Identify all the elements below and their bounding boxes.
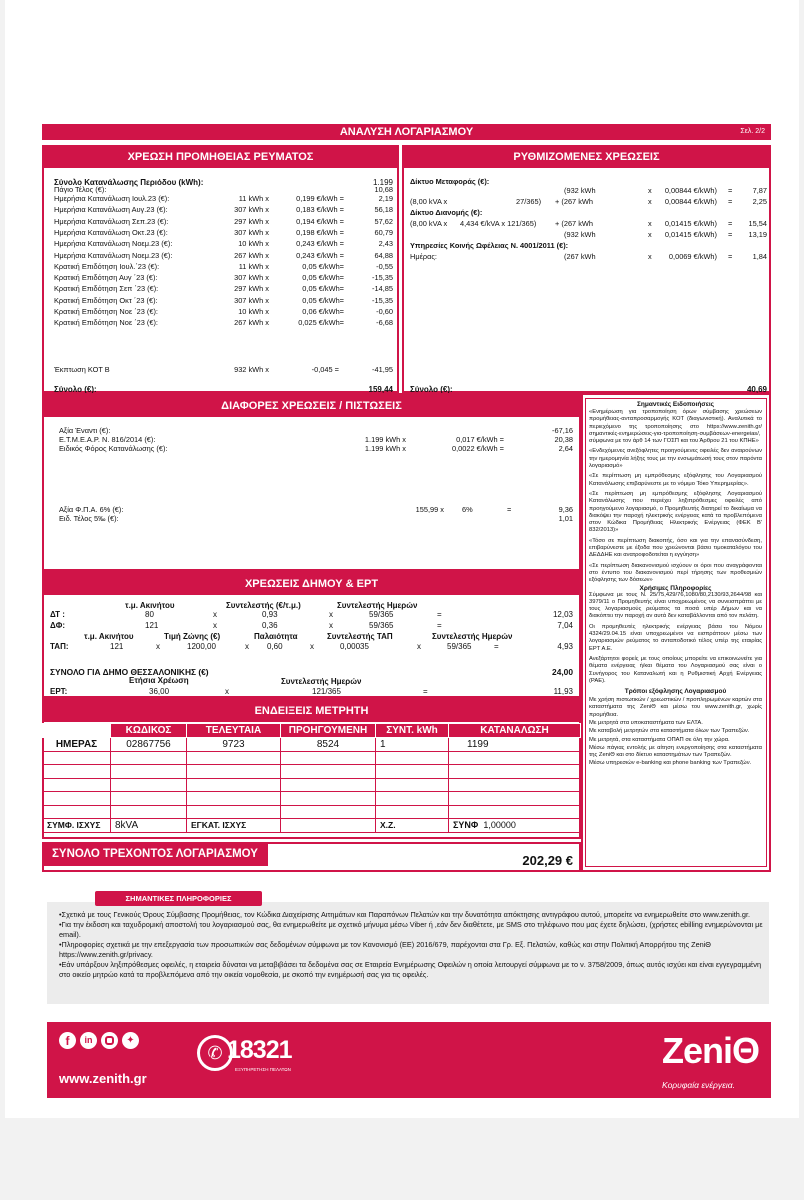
tap-h-days: Συντελεστής Ημερών	[432, 632, 513, 641]
d2-eq: =	[728, 230, 733, 239]
meter-power-row	[43, 819, 581, 833]
supply-line-amount: 2,19	[378, 194, 393, 203]
supply-line-amount: -6,68	[376, 318, 393, 328]
supply-line-amount: -0,55	[376, 261, 393, 271]
meter-factor: 1	[376, 738, 449, 752]
instagram-icon[interactable]	[101, 1032, 118, 1049]
kot-label: Έκπτωση ΚΟΤ Β	[54, 365, 110, 374]
supply-line-rate: 0,243 €/kWh =	[296, 239, 344, 249]
supply-line-rate: 0,199 €/kWh =	[296, 194, 344, 203]
distribution-label: Δίκτυο Διανομής (€):	[410, 208, 483, 217]
meter-col-consumption: ΚΑΤΑΝΑΛΩΣΗ	[449, 724, 581, 738]
supply-line-qty: 307 kWh x	[234, 295, 269, 305]
t2-mid: 27/365)	[516, 197, 542, 206]
df-label: ΔΦ:	[50, 621, 65, 630]
d2-qty: (932 kWh	[564, 230, 596, 239]
municipality-total-label: ΣΥΝΟΛΟ ΓΙΑ ΔΗΜΟ ΘΕΣΣΑΛΟΝΙΚΗΣ (€)	[50, 667, 209, 677]
d1-mid: 4,434 €/kVA x 121/365)	[460, 219, 537, 228]
y1-x: x	[648, 252, 652, 261]
important-info-text	[59, 910, 765, 980]
supply-line-label: Ημερήσια Κατανάλωση Αυγ.23 (€):	[54, 205, 168, 215]
d1-rate: 0,01415 €/kWh)	[664, 219, 717, 228]
d2-amount: 13,19	[748, 230, 767, 239]
supply-line-qty: 10 kWh x	[238, 239, 269, 249]
meter-row-label: ΗΜΕΡΑΣ	[43, 738, 111, 752]
meter-table	[42, 723, 581, 833]
df-days: 59/365	[369, 621, 394, 630]
stamp-label: Ειδ. Τέλος 5‰ (€):	[59, 514, 119, 523]
supply-line-qty: 267 kWh x	[234, 250, 269, 260]
supply-line-rate: 0,05 €/kWh=	[302, 284, 344, 294]
meter-col-previous: ΠΡΟΗΓΟΥΜΕΝΗ	[281, 724, 376, 738]
table-row	[43, 765, 581, 779]
analysis-header	[42, 124, 771, 140]
h-days: Συντελεστής Ημερών	[337, 601, 418, 610]
payment-methods-title: Τρόποι εξόφλησης Λογαριασμού	[624, 688, 727, 696]
supply-line-label: Ημερήσια Κατανάλωση Οκτ.23 (€):	[54, 227, 168, 237]
supply-line-label: Κρατική Επιδότηση Νοε ΄23 (€):	[54, 307, 158, 316]
supply-sum-value: 159,44	[368, 385, 393, 394]
d1-eq: =	[728, 219, 733, 228]
efk-rate: 0,0022 €/kWh =	[452, 444, 504, 453]
fixed-fee-value: 10,68	[374, 185, 393, 194]
notice-4: «Σε περίπτωση μη εμπρόθεσμης εξόφλησης Λογαριασμού Κατανάλωσης που περιέχει ληξιπρόθεσμες οφειλές από προηγούμενο λογαριασμό, ο Προμηθευτής διατηρεί το δικαίωμα να διακόψει την παροχή ηλεκτρικής ενέργειας κατά τα προβλεπόμενα στον Κώδικα Προμήθειας Ηλεκτρικής Ενέργειας (ΦΕΚ Β' 832/2013)»	[589, 490, 762, 534]
supply-line-amount: 64,88	[374, 250, 393, 260]
vat-base: 155,99 x	[415, 505, 444, 514]
etmear-rate: 0,017 €/kWh =	[456, 435, 504, 444]
useful-1: Σύμφωνα με τους Ν. 25/75,429/76,1080/80,2130/93,2644/98 και 3979/11 ο Προμηθευτής είναι υποχρεωμένος να συνεισπράττει με τους λογαριασμούς ρεύματος τα ποσά υπέρ Δήμων και να διακόπτει την παροχή αν αυτά δεν καταβάλλονται από τον πελάτη.	[589, 591, 762, 620]
regulated-charges-box	[402, 145, 771, 393]
supply-line-label: Ημερήσια Κατανάλωση Ιουλ.23 (€):	[54, 194, 170, 203]
page-number: Σελ. 2/2	[740, 128, 765, 135]
tagline: Κορυφαία ενέργεια.	[662, 1080, 735, 1090]
supply-line-rate: 0,198 €/kWh =	[296, 227, 344, 237]
vat-rate: 6%	[462, 505, 473, 514]
supply-line-label: Ημερήσια Κατανάλωση Νοεμ.23 (€):	[54, 239, 173, 249]
df-area: 121	[145, 621, 159, 630]
yko-label: Υπηρεσίες Κοινής Ωφέλειας Ν. 4001/2011 (€):	[410, 241, 569, 250]
tap-x1: x	[156, 642, 160, 651]
table-row	[43, 805, 581, 819]
t1-amount: 7,87	[752, 186, 767, 195]
payment-1: Με χρήση πιστωτικών / χρεωστικών / προπληρωμένων καρτών στα καταστήματα της ΖeniΘ και μέσω του www.zenith.gr, χωρίς προμήθεια.	[589, 697, 762, 718]
vat-amount: 9,36	[558, 505, 573, 514]
current-total-box	[42, 842, 581, 872]
tap-age: 0,60	[267, 642, 283, 651]
etmear-label: Ε.Τ.Μ.Ε.Α.Ρ. Ν. 816/2014 (€):	[59, 435, 156, 444]
supply-line-amount: -15,35	[372, 273, 393, 283]
supply-line-amount: -14,85	[372, 284, 393, 294]
supply-line-rate: 0,183 €/kWh =	[296, 205, 344, 215]
current-total-value: 202,29 €	[522, 853, 573, 868]
contract-power-label: ΣΥΜΦ. ΙΣΧΥΣ	[43, 819, 111, 833]
tap-days: 59/365	[447, 642, 472, 651]
advance-amount: -67,16	[552, 426, 573, 435]
dt-eq: =	[437, 610, 442, 619]
ert-h-days: Συντελεστής Ημερών	[281, 677, 362, 686]
df-x1: x	[213, 621, 217, 630]
supply-line-qty: 11 kWh x	[238, 194, 269, 203]
info-4: •Εάν υπάρξουν ληξιπρόθεσμες οφειλές, η εταιρεία δύναται να μεταβιβάσει τα δεδομένα σας σε Εταιρεία Ενημέρωσης Οφειλών η οποία λειτουργεί σύμφωνα με το ν. 3758/2009, όπως αυτός ισχύει και είναι εγγεγραμμένη στο οικείο μητρώο κατά τα προβλεπόμενα από την οικεία νομοθεσία, με σκοπό την ενημέρωσή σας για τις οφειλές.	[59, 960, 762, 979]
supply-line-rate: 0,05 €/kWh=	[302, 273, 344, 283]
meter-readings-box	[42, 698, 581, 839]
d1-x: x	[648, 219, 652, 228]
installed-power-label: ΕΓΚΑΤ. ΙΣΧΥΣ	[187, 819, 281, 833]
tap-x3: x	[310, 642, 314, 651]
zenith-logo: ZeniΘ	[661, 1030, 759, 1071]
info-3: •Πληροφορίες σχετικά με την επεξεργασία των προσωπικών σας δεδομένων σύμφωνα με τον Κανονισμό (ΕΕ) 2016/679, παρέχονται στα Γρ. Εξ. Πελατών, καθώς και στην Πολιτική Απορρήτου της ΖeniΘ https://www.zenith.gr/privacy.	[59, 940, 711, 959]
meter-consumption: 1199	[449, 738, 581, 752]
payment-5: Μέσω πάγιας εντολής με αίτηση ενεργοποίησης στα καταστήματα της ΖeniΘ και στο δίκτυο καταστημάτων των Τραπεζών.	[589, 744, 762, 759]
misc-charges-box	[42, 393, 581, 571]
supply-line-qty: 11 kWh x	[238, 261, 269, 271]
supply-line-amount: -0,60	[376, 307, 393, 316]
regulated-sum-value: 40,69	[746, 385, 767, 394]
t1-rate: 0,00844 €/kWh)	[664, 186, 717, 195]
t2-left: (8,00 kVA x	[410, 197, 448, 206]
transport-label: Δίκτυο Μεταφοράς (€):	[410, 177, 490, 186]
supply-line-qty: 297 kWh x	[234, 216, 269, 226]
t2-eq: =	[728, 197, 733, 206]
etmear-amount: 20,38	[554, 435, 573, 444]
meter-table-header	[43, 724, 581, 738]
bill-page	[5, 0, 799, 1118]
y1-amount: 1,84	[752, 252, 767, 261]
df-x2: x	[329, 621, 333, 630]
dt-amount: 12,03	[552, 610, 573, 619]
tap-zone: 1200,00	[187, 642, 216, 651]
important-info-title: ΣΗΜΑΝΤΙΚΕΣ ΠΛΗΡΟΦΟΡΙΕΣ	[95, 891, 262, 906]
etmear-qty: 1.199 kWh x	[364, 435, 406, 444]
supply-line-rate: 0,05 €/kWh=	[302, 295, 344, 305]
table-row	[43, 778, 581, 792]
phone-caption: ΕΞΥΠΗΡΕΤΗΣΗ ΠΕΛΑΤΩΝ	[235, 1067, 291, 1072]
dt-coef: 0,93	[262, 610, 278, 619]
efk-qty: 1.199 kWh x	[364, 444, 406, 453]
kot-rate: -0,045 =	[311, 365, 339, 374]
d1-qty: + (267 kWh	[555, 219, 593, 228]
supply-line-amount: 2,43	[378, 239, 393, 249]
phone-number[interactable]: 18321	[227, 1036, 292, 1064]
notice-6: «Σε περίπτωση διακανονισμού ισχύουν οι όροι που αναγράφονται στο έντυπο του διακανονισμού περί τήρησης των προθεσμιών εξόφλησης των δόσεων»	[589, 562, 762, 584]
efk-amount: 2,64	[558, 444, 573, 453]
pf-value: 1,00000	[483, 820, 516, 831]
tap-x4: x	[417, 642, 421, 651]
tap-h-area: τ.μ. Ακινήτου	[84, 632, 134, 641]
important-info-panel	[47, 894, 769, 1004]
useful-3: Ανεξάρτητοι φορείς με τους οποίους μπορείτε να επικοινωνείτε για θέματα ενέργειας ή/και θέματα του Λογαριασμού σας είναι ο Συνήγορος του Καταναλωτή και η Ρυθμιστική Αρχή Ενέργειας (ΡΑΕ).	[589, 655, 762, 684]
meter-code: 02867756	[111, 738, 187, 752]
meter-col-last: ΤΕΛΕΥΤΑΙΑ	[187, 724, 281, 738]
tap-h-zone: Τιμή Ζώνης (€)	[164, 632, 221, 641]
payment-3: Με καταβολή μετρητών στα καταστήματα όλων των Τραπεζών.	[589, 728, 750, 735]
notice-5: «Τόσο σε περίπτωση διακοπής, όσο και για την επανασύνδεση, επιβαρύνεστε με έξοδα που χρεώνονται βάσει τιμοκαταλόγου του ΔΕΔΔΗΕ και ανατροφοδοτείται η εγγύηση»	[589, 537, 762, 559]
supply-line-qty: 307 kWh x	[234, 227, 269, 237]
t1-qty: (932 kWh	[564, 186, 596, 195]
regulated-charges-title: ΡΥΘΜΙΖΟΜΕΝΕΣ ΧΡΕΩΣΕΙΣ	[404, 147, 769, 168]
supply-line-qty: 307 kWh x	[234, 273, 269, 283]
notice-3: «Σε περίπτωση μη εμπρόθεσμης εξόφλησης του Λογαριασμού Κατανάλωσης επιβαρύνεστε με το νόμιμο Τόκο Υπερημερίας».	[589, 473, 762, 487]
payment-6: Μέσω υπηρεσιών e-banking και phone banking των Τραπεζών.	[589, 760, 752, 767]
website-link[interactable]: www.zenith.gr	[59, 1071, 147, 1086]
meter-col-blank	[43, 724, 111, 738]
t2-x: x	[648, 197, 652, 206]
municipal-charges-box	[42, 571, 581, 698]
supply-line-rate: 0,06 €/kWh=	[302, 307, 344, 316]
table-row	[43, 751, 581, 765]
tap-x2: x	[245, 642, 249, 651]
supply-line-amount: 60,79	[374, 227, 393, 237]
regulated-sum-label: Σύνολο (€):	[410, 385, 453, 394]
h-area: τ.μ. Ακινήτου	[125, 601, 175, 610]
meter-last: 9723	[187, 738, 281, 752]
municipal-charges-title: ΧΡΕΩΣΕΙΣ ΔΗΜΟΥ & ΕΡΤ	[44, 573, 579, 595]
supply-line-qty: 297 kWh x	[234, 284, 269, 294]
h-coef: Συντελεστής (€/τ.μ.)	[226, 601, 301, 610]
supply-line-label: Ημερήσια Κατανάλωση Νοεμ.23 (€):	[54, 250, 173, 260]
ert-annual: 36,00	[149, 687, 170, 696]
supply-line-label: Κρατική Επιδότηση Ιουλ.΄23 (€):	[54, 261, 160, 271]
kot-qty: 932 kWh x	[234, 365, 269, 374]
info-2: •Για την έκδοση και ταχυδρομική αποστολή του λογαριασμού σας, θα ενημερωθείτε με σχετικό μήνυμα μέσω Viber ή ,εάν δεν διαθέτετε, με SMS στο τηλέφωνο που μας έχετε δηλώσει, (χρήστες ebilling ενημερώνονται με email).	[59, 920, 763, 939]
twitter-icon[interactable]: ✦	[122, 1032, 139, 1049]
d1-amount: 15,54	[748, 219, 767, 228]
social-icons	[59, 1032, 139, 1049]
table-row	[43, 792, 581, 806]
df-coef: 0,36	[262, 621, 278, 630]
meter-previous: 8524	[281, 738, 376, 752]
ert-x: x	[225, 687, 229, 696]
meter-col-factor: ΣΥΝΤ. kWh	[376, 724, 449, 738]
supply-line-amount: 56,18	[374, 205, 393, 215]
meter-col-code: ΚΩΔΙΚΟΣ	[111, 724, 187, 738]
contract-power-value: 8kVA	[111, 819, 187, 833]
analysis-title: ΑΝΑΛΥΣΗ ΛΟΓΑΡΙΑΣΜΟΥ	[339, 126, 474, 138]
tap-amount: 4,93	[557, 642, 573, 651]
vat-eq: =	[507, 505, 512, 514]
ert-amount: 11,93	[553, 687, 573, 696]
useful-info-title: Χρήσιμες Πληροφορίες	[639, 584, 712, 592]
supply-line-label: Κρατική Επιδότηση Σεπ ΄23 (€):	[54, 284, 159, 294]
supply-line-label: Κρατική Επιδότηση Νοε ΄23 (€):	[54, 318, 158, 328]
supply-line-rate: 0,025 €/kWh=	[298, 318, 344, 328]
tap-label: ΤΑΠ:	[50, 642, 69, 651]
supply-line-qty: 267 kWh x	[234, 318, 269, 328]
supply-line-label: Κρατική Επιδότηση Οκτ ΄23 (€):	[54, 295, 158, 305]
y1-eq: =	[728, 252, 733, 261]
ert-days: 121/365	[312, 687, 341, 696]
d1-left: (8,00 kVA x	[410, 219, 448, 228]
t2-amount: 2,25	[752, 197, 767, 206]
ert-h-annual: Ετήσια Χρέωση	[129, 676, 189, 685]
supply-line-qty: 10 kWh x	[238, 307, 269, 316]
notice-1: «Ενημέρωση για τροποποίηση όρων σύμβασης χρεώσεων προμήθειας-ανταπροσαρμογής ΚΟΤ (διαγωνιστική). Αναλυτικά το περιεχόμενο της τροποποίησης στο https://www.zenith.gr/σημαντικές-ενημερώσεις-για-τροποποίηση-συμβάσεων-energeias/, σύμφωνα με τον άρθ 14 των ΓΟΣΠ και του Άρθρου 21 του ΚΠΗΕ»	[589, 409, 762, 445]
footer-band	[47, 1022, 771, 1098]
supply-line-rate: 0,243 €/kWh =	[296, 250, 344, 260]
supply-charges-title: ΧΡΕΩΣΗ ΠΡΟΜΗΘΕΙΑΣ ΡΕΥΜΑΤΟΣ	[44, 147, 397, 168]
pf-label: ΣΥΝΦ	[453, 820, 479, 831]
t1-eq: =	[728, 186, 733, 195]
xz-label: Χ.Ζ.	[376, 819, 449, 833]
efk-label: Ειδικός Φόρος Κατανάλωσης (€):	[59, 444, 168, 453]
stamp-amount: 1,01	[558, 514, 573, 523]
fixed-fee-label: Πάγιο Τέλος (€):	[54, 185, 107, 194]
payment-4: Με μετρητά, στα καταστήματα ΟΠΑΠ σε όλη την χώρα.	[589, 736, 730, 743]
info-1: •Σχετικά με τους Γενικούς Όρους Σύμβασης Προμήθειας, τον Κώδικα Διαχείρισης Αιτημάτων και Παραπόνων Πελατών και την δυνατότητα απόκτησης αντιγράφου αυτού, μπορείτε να ενημερωθείτε στο www.zenith.gr.	[59, 910, 750, 919]
y1-rate: 0,0069 €/kWh)	[668, 252, 717, 261]
supply-charges-box	[42, 145, 399, 393]
meter-readings-title: ΕΝΔΕΙΞΕΙΣ ΜΕΤΡΗΤΗ	[44, 700, 579, 722]
d2-rate: 0,01415 €/kWh)	[664, 230, 717, 239]
ert-eq: =	[423, 687, 428, 696]
supply-line-amount: 57,62	[374, 216, 393, 226]
df-amount: 7,04	[557, 621, 573, 630]
notices-box	[581, 393, 771, 872]
vat-label: Αξία Φ.Π.Α. 6% (€):	[59, 505, 124, 514]
y1-qty: (267 kWh	[564, 252, 596, 261]
notices-inner-border	[585, 398, 767, 867]
tap-coef: 0,00035	[340, 642, 369, 651]
advance-label: Αξία Έναντι (€):	[59, 426, 111, 435]
tap-h-tap: Συντελεστής ΤΑΠ	[327, 632, 393, 641]
notice-2: «Ενδεχόμενες ανεξόφλητες προηγούμενες οφειλές δεν αναιρούνων την ημερομηνία λήξης τους με την ενσωμάτωσή τους στον παρόντα λογαριασμό»	[589, 448, 762, 470]
tap-h-age: Παλαιότητα	[254, 632, 298, 641]
tap-eq: =	[494, 642, 499, 651]
table-row	[43, 738, 581, 752]
ert-label: ΕΡΤ:	[50, 687, 68, 696]
t2-qty: + (267 kWh	[555, 197, 593, 206]
dt-x2: x	[329, 610, 333, 619]
dt-days: 59/365	[369, 610, 394, 619]
municipality-total-value: 24,00	[552, 667, 573, 677]
day-label: Ημέρας:	[410, 252, 437, 261]
supply-line-label: Κρατική Επιδότηση Αυγ ΄23 (€):	[54, 273, 158, 283]
phone-icon: ✆	[197, 1035, 233, 1071]
df-eq: =	[437, 621, 442, 630]
misc-charges-title: ΔΙΑΦΟΡΕΣ ΧΡΕΩΣΕΙΣ / ΠΙΣΤΩΣΕΙΣ	[44, 395, 579, 417]
t1-x: x	[648, 186, 652, 195]
supply-line-qty: 307 kWh x	[234, 205, 269, 215]
kot-amount: -41,95	[372, 365, 393, 374]
tap-area: 121	[110, 642, 124, 651]
d2-x: x	[648, 230, 652, 239]
facebook-icon[interactable]: f	[59, 1032, 76, 1049]
payment-2: Με μετρητά στα υποκαταστήματα των ΕΛΤΑ.	[589, 719, 703, 726]
supply-line-label: Ημερήσια Κατανάλωση Σεπ.23 (€):	[54, 216, 169, 226]
linkedin-icon[interactable]: in	[80, 1032, 97, 1049]
supply-line-rate: 0,194 €/kWh =	[296, 216, 344, 226]
dt-label: ΔΤ :	[50, 610, 65, 619]
supply-line-rate: 0,05 €/kWh=	[302, 261, 344, 271]
supply-line-amount: -15,35	[372, 295, 393, 305]
useful-2: Οι προμηθευτές ηλεκτρικής ενέργειας βάσει του Νόμου 4324/29.04.15 είναι υποχρεωμένοι να εισπράττουν μέσω των λογαριασμών ρεύματος το ανταποδοτικό τέλος υπέρ της εταιρίας ΕΡΤ Α.Ε.	[589, 623, 762, 652]
supply-sum-label: Σύνολο (€):	[54, 385, 97, 394]
current-total-label: ΣΥΝΟΛΟ ΤΡΕΧΟΝΤΟΣ ΛΟΓΑΡΙΑΣΜΟΥ	[42, 842, 268, 866]
total-consumption-label: Σύνολο Κατανάλωσης Περιόδου (kWh):	[54, 178, 204, 187]
dt-area: 80	[145, 610, 154, 619]
dt-x1: x	[213, 610, 217, 619]
total-consumption-value: 1.199	[372, 178, 393, 187]
notices-title: Σημαντικές Ειδοποιήσεις	[636, 401, 715, 408]
t2-rate: 0,00844 €/kWh)	[664, 197, 717, 206]
